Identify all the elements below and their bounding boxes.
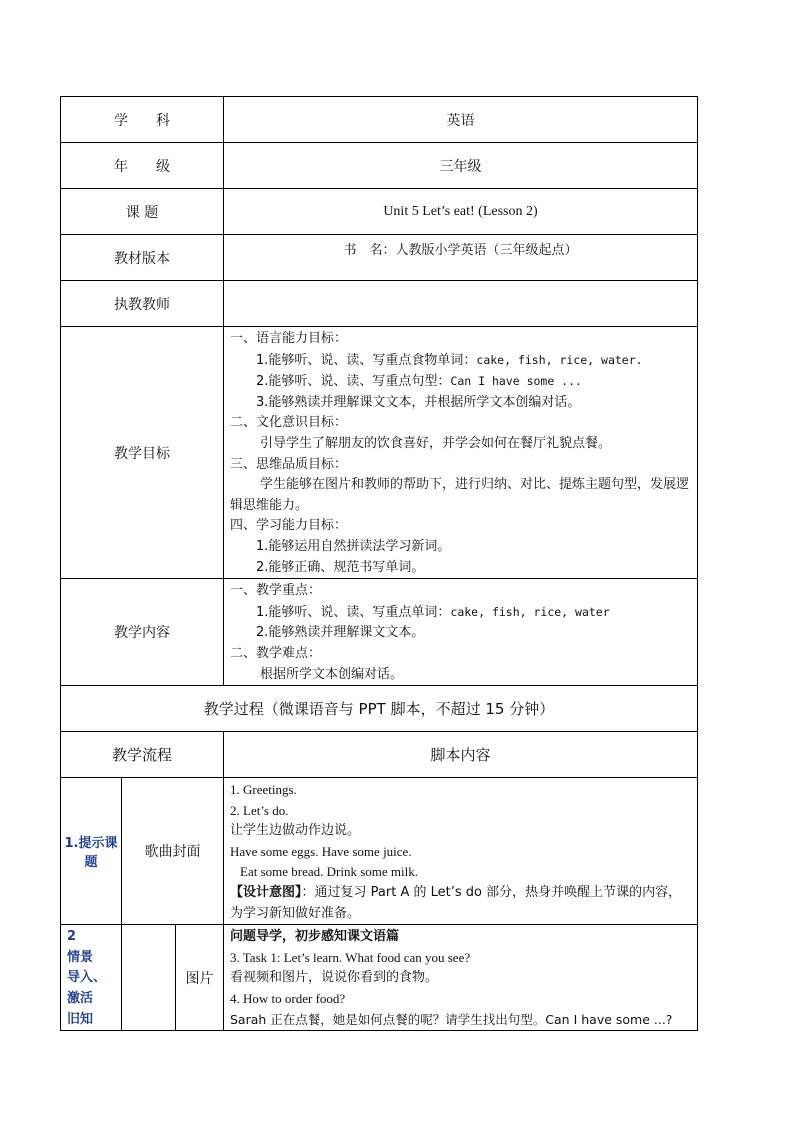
step2-number: 2 <box>67 929 77 945</box>
grade-row <box>61 143 698 189</box>
step1-script <box>224 778 698 925</box>
lesson-plan-table <box>60 96 698 1031</box>
script-line: Eat some bread. Drink some milk. <box>240 864 418 880</box>
step2-name-line: 旧知 <box>67 1011 94 1027</box>
subject-row <box>61 97 698 143</box>
topic-value: Unit 5 Let’s eat! (Lesson 2) <box>224 189 698 235</box>
grade-label: 年 级 <box>61 143 224 189</box>
objective-heading: 一、语言能力目标： <box>230 331 348 346</box>
textbook-row <box>61 235 698 281</box>
script-line: Sarah 正在点餐，她是如何点餐的呢？请学生找出句型。Can I have some ...? <box>230 1011 673 1027</box>
objective-heading: 四、学习能力目标： <box>230 518 348 534</box>
topic-row <box>61 189 698 235</box>
content-item: 根据所学文本创编对话。 <box>260 666 404 682</box>
objective-heading: 三、思维品质目标： <box>230 456 348 472</box>
script-label: 脚本内容 <box>224 732 698 778</box>
objective-heading: 二、文化意识目标： <box>230 415 348 431</box>
flow-header-row <box>61 732 698 778</box>
teacher-value <box>224 281 698 327</box>
objective-item: 2.能够正确、规范书写单词。 <box>256 559 425 575</box>
step1-media: 歌曲封面 <box>122 778 224 925</box>
script-line: 4. How to order food? <box>230 991 346 1007</box>
objective-item: 学生能够在图片和教师的帮助下，进行归纳、对比、提炼主题句型，发展逻辑思维能力。 <box>230 477 690 513</box>
objectives-content <box>224 327 698 579</box>
content-item: 1.能够听、说、读、写重点单词：cake, fish, rice, water <box>256 604 610 620</box>
step2-name-line: 导入、 <box>67 970 107 986</box>
flow-label: 教学流程 <box>61 732 224 778</box>
objectives-label: 教学目标 <box>61 327 224 579</box>
design-intent: 【设计意图】：通过复习 Part A 的 Let’s do 部分，热身并唤醒上节课的内容，为学习新知做好准备。 <box>230 885 682 921</box>
teacher-row <box>61 281 698 327</box>
objective-item: 1.能够运用自然拼读法学习新词。 <box>256 538 451 554</box>
step2-name-line: 激活 <box>67 991 94 1007</box>
script-line: 看视频和图片，说说你看到的食物。 <box>230 970 439 986</box>
content-content <box>224 579 698 686</box>
objective-item: 2.能够听、说、读、写重点句型：Can I have some ... <box>256 374 582 390</box>
process-title: 教学过程（微课语音与 PPT 脚本，不超过 15 分钟） <box>61 686 698 732</box>
script-line: 3. Task 1: Let’s learn. What food can you see? <box>230 949 471 965</box>
teacher-label: 执教教师 <box>61 281 224 327</box>
script-line: 2. Let’s do. <box>230 802 289 818</box>
step2-name-line: 情景 <box>67 949 94 965</box>
step2-name <box>61 925 122 1031</box>
content-row <box>61 579 698 686</box>
process-title-row <box>61 686 698 732</box>
script-line: 1. Greetings. <box>230 782 297 798</box>
script-line: 问题导学，初步感知课文语篇 <box>230 929 400 945</box>
script-line: 让学生边做动作边说。 <box>230 823 361 839</box>
objective-item: 3.能够熟读并理解课文文本，并根据所学文本创编对话。 <box>256 394 581 410</box>
subject-label: 学 科 <box>61 97 224 143</box>
topic-label: 课 题 <box>61 189 224 235</box>
content-heading: 二、教学难点： <box>230 645 322 661</box>
textbook-value: 书 名：人教版小学英语（三年级起点） <box>224 235 698 281</box>
step1-name: 1.提示课题 <box>61 778 122 925</box>
subject-value: 英语 <box>224 97 698 143</box>
step2-media: 图片 <box>176 925 224 1031</box>
content-heading: 一、教学重点： <box>230 583 322 599</box>
content-label: 教学内容 <box>61 579 224 686</box>
objective-item: 引导学生了解朋友的饮食喜好，并学会如何在餐厅礼貌点餐。 <box>260 435 612 451</box>
step2-blank-cell <box>122 925 176 1031</box>
textbook-label: 教材版本 <box>61 235 224 281</box>
grade-value: 三年级 <box>224 143 698 189</box>
step1-row <box>61 778 698 925</box>
objectives-row <box>61 327 698 579</box>
script-line: Have some eggs. Have some juice. <box>230 843 412 859</box>
step2-row <box>61 925 698 1031</box>
objective-item: 1.能够听、说、读、写重点食物单词：cake, fish, rice, water. <box>256 352 643 368</box>
content-item: 2.能够熟读并理解课文文本。 <box>256 625 425 641</box>
step2-script <box>224 925 698 1031</box>
